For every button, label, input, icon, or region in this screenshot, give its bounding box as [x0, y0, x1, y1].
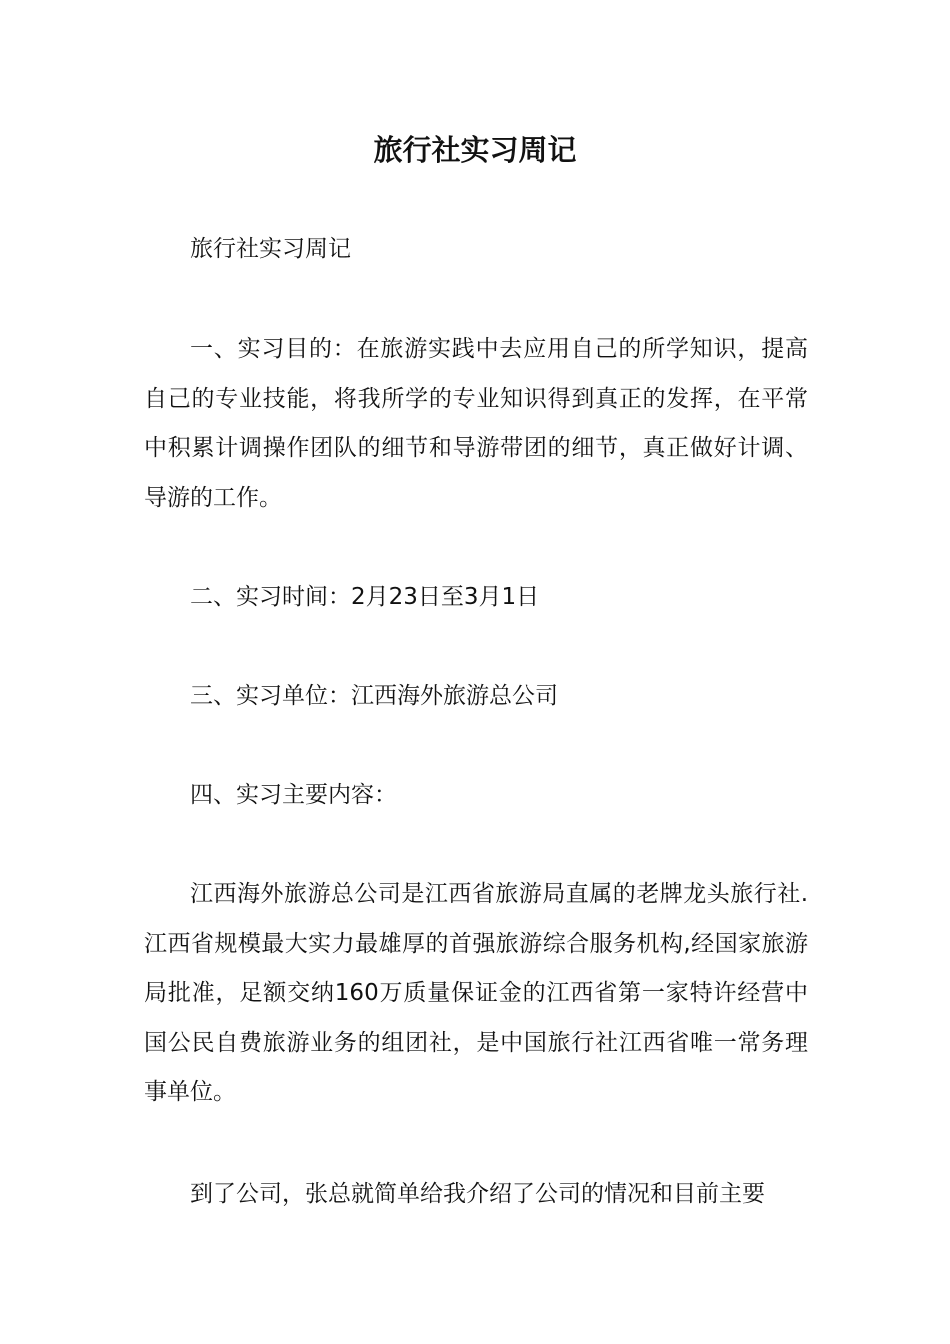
- paragraph-subtitle: 旅行社实习周记: [190, 236, 351, 262]
- paragraph-time: 二、实习时间：2月23日至3月1日: [190, 584, 540, 610]
- paragraph-company-intro: 江西海外旅游总公司是江西省旅游局直属的老牌龙头旅行社.江西省规模最大实力最雄厚的首强旅游综合服务机构,经国家旅游局批准，足额交纳160万质量保证金的江西省第一家特许经营中国公民自费旅游业务的组团社，是中国旅行社江西省唯一常务理事单位。: [144, 881, 808, 1105]
- paragraph-content-heading: 四、实习主要内容：: [190, 782, 397, 808]
- paragraph-arrival: 到了公司，张总就简单给我介绍了公司的情况和目前主要: [190, 1181, 765, 1207]
- document-title: 旅行社实习周记: [373, 133, 577, 167]
- paragraph-unit: 三、实习单位：江西海外旅游总公司: [190, 683, 558, 709]
- paragraph-purpose: 一、实习目的：在旅游实践中去应用自己的所学知识，提高自己的专业技能，将我所学的专业知识得到真正的发挥，在平常中积累计调操作团队的细节和导游带团的细节，真正做好计调、导游的工作。: [144, 336, 808, 511]
